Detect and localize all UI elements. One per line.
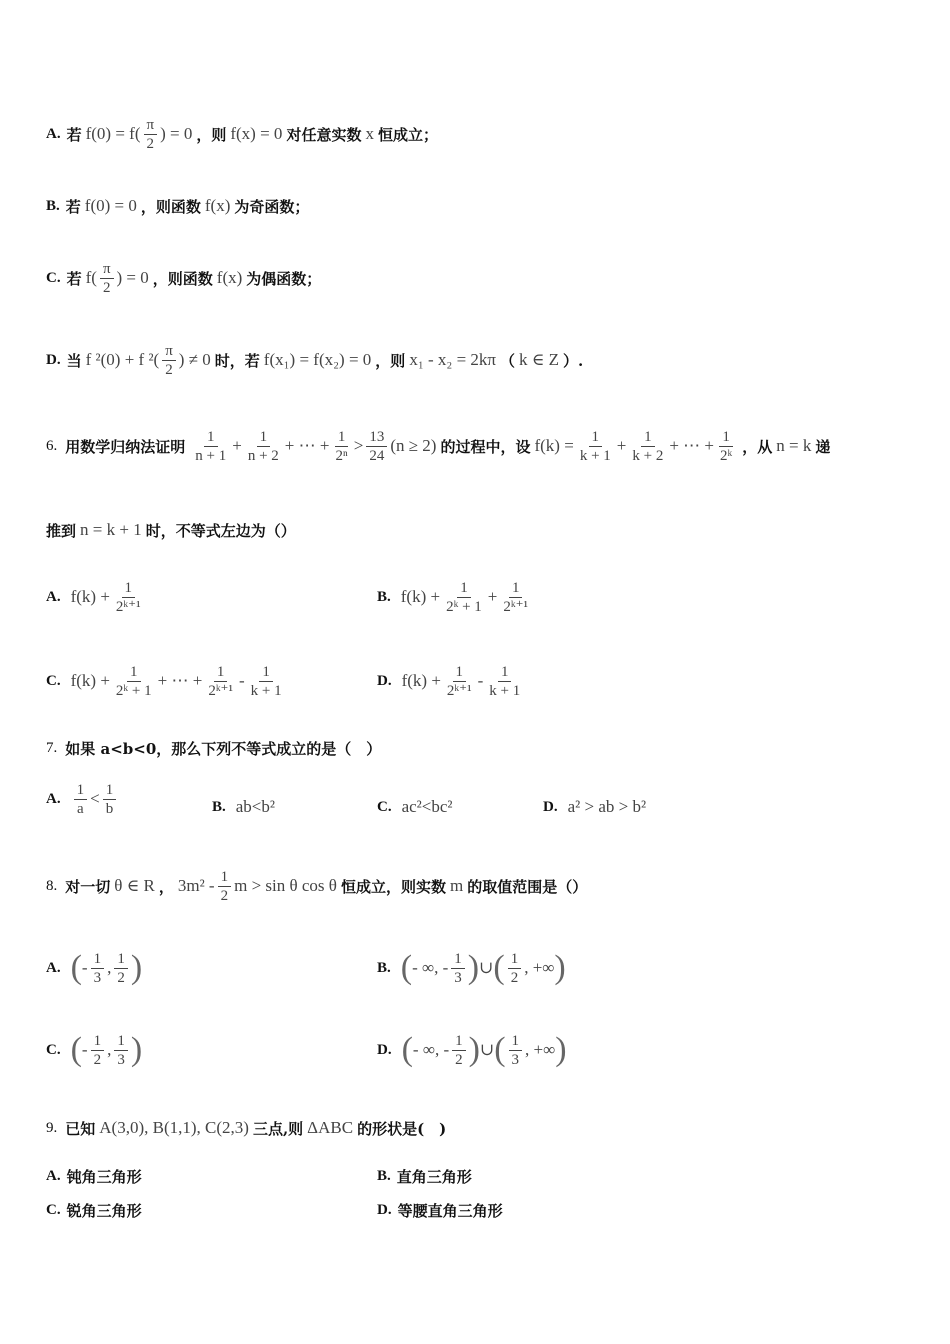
math-text: f(: [85, 268, 97, 287]
math-text: , +∞: [525, 1040, 556, 1059]
denominator: 2: [455, 1051, 463, 1068]
denominator: 2ᵏ⁺¹: [446, 682, 472, 699]
q5-option-c: [46, 256, 920, 300]
denominator: 2: [102, 279, 111, 296]
fraction: [332, 428, 350, 465]
fraction: [486, 663, 523, 700]
option-label: C.: [46, 1041, 61, 1058]
math-expression: [86, 116, 193, 153]
numerator: 1: [114, 1032, 128, 1051]
option-text: 等腰直角三角形: [397, 1201, 503, 1220]
math-expression: [71, 781, 120, 818]
fraction: [74, 781, 88, 818]
numerator: 1: [91, 1032, 105, 1051]
numerator: 1: [259, 663, 273, 682]
left-paren: (: [493, 949, 505, 986]
fraction: [717, 428, 735, 465]
denominator: 24: [369, 447, 385, 464]
q7-option-b: [212, 790, 279, 824]
numerator: 1: [452, 1032, 466, 1051]
fraction: [443, 579, 485, 616]
option-label: D.: [377, 1041, 392, 1058]
math-expression: [402, 1032, 567, 1069]
text: 的过程中，设: [440, 437, 531, 456]
math-text: >: [353, 436, 364, 455]
denominator: k + 2: [632, 447, 664, 464]
math-expression: f(x): [204, 196, 231, 215]
numerator: 1: [589, 428, 603, 447]
math-expression: A(3,0), B(1,1), C(2,3): [99, 1118, 249, 1137]
denominator: k + 1: [250, 682, 282, 699]
option-label: A.: [46, 790, 61, 807]
left-paren: (: [70, 949, 82, 986]
fraction: [452, 1032, 466, 1069]
option-text: 钝角三角形: [66, 1167, 142, 1186]
math-text: f(k) +: [400, 587, 441, 606]
math-text: m > sin θ cos θ: [234, 876, 337, 895]
denominator: k + 1: [489, 682, 521, 699]
text: 对任意实数: [286, 125, 362, 144]
option-label: A.: [46, 588, 61, 605]
question-number: 7.: [46, 739, 58, 756]
option-label: D.: [543, 798, 558, 815]
math-text: ) = 0: [116, 268, 149, 287]
math-expression: $\frac{1}{n + 1}$ + $\frac{1}{n + 2}$ + ⋯ + $\frac{1}{\text{2ⁿ}}$ > $\frac{13}{24}$ (n ≥ 2): [189, 428, 436, 465]
math-text: f ²(0) + f ²(: [85, 350, 160, 369]
q7-option-c: [377, 790, 457, 824]
fraction: [577, 428, 614, 465]
math-text: , +∞: [524, 958, 555, 977]
q5-option-b: [46, 186, 920, 226]
numerator: 1: [122, 579, 136, 598]
question-number: 9.: [46, 1119, 58, 1136]
math-text: 3m² -: [177, 876, 215, 895]
math-expression: x₁ - x₂ = 2kπ: [409, 350, 496, 369]
fraction: [114, 950, 128, 987]
math-text: f(k) +: [70, 587, 110, 606]
text: ，从: [742, 437, 773, 456]
math-expression: ΔABC: [307, 1118, 354, 1137]
text: 推到: [46, 521, 77, 540]
numerator: 1: [218, 868, 232, 887]
q9-option-a: [46, 1164, 142, 1188]
text: 的形状是( ): [357, 1119, 447, 1138]
math-expression: [401, 950, 566, 987]
q5-option-d: [46, 338, 920, 382]
text: 时，若: [214, 351, 260, 370]
math-text: -: [238, 671, 245, 690]
math-text: <: [90, 789, 100, 808]
left-paren: (: [494, 1031, 506, 1068]
option-label: A.: [46, 1167, 61, 1184]
fraction: [509, 1032, 523, 1069]
math-expression: [402, 663, 527, 700]
fraction: [192, 428, 229, 465]
option-label: B.: [212, 798, 226, 815]
q9-stem: [46, 1110, 920, 1146]
numerator: 1: [74, 781, 88, 800]
left-paren: (: [400, 949, 413, 986]
option-label: A.: [46, 125, 61, 142]
denominator: 2: [93, 1051, 102, 1068]
fraction: [113, 579, 144, 616]
text: 若: [66, 269, 82, 288]
numerator: 1: [204, 428, 218, 447]
fraction: [245, 428, 282, 465]
numerator: 1: [103, 781, 117, 800]
question-number: 8.: [46, 877, 58, 894]
denominator: n + 2: [247, 447, 279, 464]
math-expression: θ ∈ R: [114, 876, 155, 895]
text: ，则: [375, 351, 406, 370]
denominator: 2ᵏ: [720, 447, 733, 464]
text: 恒成立，则实数: [340, 877, 446, 896]
math-expression: f(x): [216, 268, 243, 287]
fraction: [91, 1032, 105, 1069]
numerator: 1: [453, 663, 467, 682]
question-number: 6.: [46, 437, 58, 454]
option-text: 直角三角形: [396, 1167, 472, 1186]
q6-option-a: [46, 572, 151, 622]
math-text: (n ≥ 2): [390, 436, 437, 455]
option-label: D.: [377, 672, 392, 689]
option-label: C.: [46, 672, 61, 689]
math-text: ) = 0: [160, 124, 193, 143]
numerator: 1: [451, 950, 465, 969]
numerator: π: [144, 116, 158, 135]
fraction: [144, 116, 158, 153]
option-label: B.: [46, 197, 60, 214]
denominator: 2: [117, 969, 125, 986]
q8-option-a: [46, 940, 146, 996]
text: ）.: [562, 351, 584, 370]
right-paren: ): [555, 1031, 567, 1068]
numerator: π: [162, 342, 176, 361]
q6-option-d: [377, 656, 530, 706]
math-expression: [71, 579, 147, 616]
text: 对一切: [65, 877, 111, 896]
text: 当: [66, 351, 82, 370]
option-label: C.: [377, 798, 392, 815]
denominator: 2ᵏ⁺¹: [115, 598, 141, 615]
right-paren: ): [467, 949, 480, 986]
numerator: 1: [257, 428, 271, 447]
math-expression: n = k + 1: [80, 520, 142, 539]
text: 已知: [65, 1119, 96, 1138]
numerator: 1: [457, 579, 471, 598]
math-expression: ab<b²: [235, 797, 275, 816]
math-text: ∪: [479, 958, 494, 977]
denominator: 2: [146, 135, 155, 152]
numerator: 1: [214, 663, 228, 682]
math-text: + ⋯ +: [284, 436, 330, 455]
text: 恒成立；: [377, 125, 438, 144]
math-expression: k ∈ Z: [519, 350, 559, 369]
q7-option-d: [543, 790, 650, 824]
option-label: D.: [377, 1201, 392, 1218]
math-expression: f(k) + $\frac{1}{\text{2ᵏ + 1}}$ + $\frac{1}{\text{2ᵏ⁺¹}}$: [401, 579, 534, 616]
q9-option-b: [377, 1164, 472, 1188]
text: ，: [158, 877, 174, 896]
math-variable: x: [365, 124, 374, 143]
text: 用数学归纳法证明: [65, 437, 186, 456]
math-expression: f(k) = $\frac{1}{k + 1}$ + $\frac{1}{k + 2}$ + ⋯ + $\frac{1}{\text{2ᵏ}}$: [534, 428, 738, 465]
numerator: 1: [114, 950, 128, 969]
math-expression: n = k: [776, 436, 812, 455]
text: 为奇函数；: [234, 197, 310, 216]
fraction: [629, 428, 666, 465]
right-paren: ): [468, 1031, 480, 1068]
numerator: 1: [91, 950, 105, 969]
text: 若: [66, 125, 82, 144]
math-text: -: [477, 671, 484, 690]
math-variable: m: [449, 876, 464, 895]
q6-stem: [46, 420, 920, 472]
option-label: C.: [46, 1201, 61, 1218]
text: 递: [815, 437, 831, 456]
math-text: f(0) = f(: [85, 124, 141, 143]
math-text: + ⋯ +: [157, 671, 203, 690]
q7-stem: [46, 736, 920, 760]
fraction: [218, 868, 232, 905]
denominator: 2ᵏ⁺¹: [208, 682, 233, 699]
text: （: [500, 351, 516, 370]
denominator: 2ᵏ + 1: [115, 682, 152, 699]
text: 时，不等式左边为（）: [145, 521, 296, 540]
q7-option-a: [46, 774, 123, 824]
math-text: + ⋯ +: [669, 436, 715, 455]
denominator: 3: [93, 969, 102, 986]
denominator: a: [77, 800, 84, 817]
text: ，则: [196, 125, 227, 144]
option-label: D.: [46, 351, 61, 368]
fraction: [103, 781, 117, 818]
q8-option-c: [46, 1022, 146, 1078]
math-text: - ∞, -: [412, 1040, 450, 1059]
math-expression: f(x) = 0: [230, 124, 283, 143]
math-expression: ac²<bc²: [401, 797, 453, 816]
numerator: 1: [335, 428, 349, 447]
denominator: 2ᵏ + 1: [446, 598, 482, 615]
math-text: -: [81, 958, 88, 977]
numerator: 1: [498, 663, 512, 682]
fraction: [113, 663, 155, 700]
fraction: [91, 950, 105, 987]
numerator: π: [100, 260, 114, 279]
fraction: [248, 663, 285, 700]
numerator: 1: [509, 579, 523, 598]
text: 三点,则: [252, 1119, 304, 1138]
numerator: 1: [641, 428, 655, 447]
math-text: f(k) =: [534, 436, 574, 455]
math-text: ∪: [479, 1040, 495, 1059]
math-expression: [178, 868, 337, 905]
q9-option-c: [46, 1198, 142, 1222]
math-expression: ( - $\frac{1}{2}$ , $\frac{1}{3}$ ): [70, 1031, 143, 1068]
text: ，则函数: [140, 197, 201, 216]
math-text: - ∞, -: [412, 958, 449, 977]
text: 若: [65, 197, 81, 216]
math-text: f(k) +: [70, 671, 110, 690]
text: 如果 a<b<0，那么下列不等式成立的是（ ）: [65, 739, 382, 758]
numerator: 1: [719, 428, 733, 447]
fraction: [162, 342, 176, 379]
numerator: 1: [508, 950, 522, 969]
left-paren: (: [70, 1031, 82, 1068]
option-text: 锐角三角形: [66, 1201, 142, 1220]
fraction: [444, 663, 475, 700]
left-paren: (: [401, 1031, 413, 1068]
denominator: n + 1: [195, 447, 227, 464]
math-expression: f(x₁) = f(x₂) = 0: [263, 350, 372, 369]
math-text: -: [81, 1040, 88, 1059]
denominator: 3: [511, 1051, 520, 1068]
math-expression: [86, 260, 149, 297]
q6-option-b: [377, 572, 538, 622]
math-expression: a² > ab > b²: [567, 797, 647, 816]
q8-option-b: [377, 940, 570, 996]
right-paren: ): [130, 1031, 143, 1068]
math-text: ) ≠ 0: [178, 350, 211, 369]
q5-option-a: [46, 112, 920, 156]
math-expression: [71, 663, 288, 700]
q6-option-c: [46, 656, 292, 706]
denominator: 2: [510, 969, 519, 986]
denominator: b: [105, 800, 114, 817]
q8-stem: [46, 860, 920, 912]
q9-option-d: [377, 1198, 503, 1222]
fraction: [100, 260, 114, 297]
text: 为偶函数；: [246, 269, 322, 288]
numerator: 13: [366, 428, 387, 447]
right-paren: ): [554, 949, 566, 986]
denominator: 2: [165, 361, 173, 378]
denominator: k + 1: [579, 447, 611, 464]
option-label: A.: [46, 959, 61, 976]
fraction: [508, 950, 522, 987]
option-label: C.: [46, 269, 61, 286]
q8-option-d: [377, 1022, 571, 1078]
denominator: 2ⁿ: [335, 447, 348, 464]
option-label: B.: [377, 959, 391, 976]
fraction: [366, 428, 387, 465]
math-expression: ( - $\frac{1}{3}$ , $\frac{1}{2}$ ): [70, 949, 143, 986]
fraction: [114, 1032, 128, 1069]
denominator: 3: [117, 1051, 125, 1068]
denominator: 3: [454, 969, 462, 986]
math-expression: [86, 342, 211, 379]
numerator: 1: [509, 1032, 523, 1051]
numerator: 1: [127, 663, 141, 682]
option-label: B.: [377, 1167, 391, 1184]
fraction: [500, 579, 531, 616]
math-expression: f(0) = 0: [84, 196, 137, 215]
math-text: f(k) +: [401, 671, 441, 690]
denominator: 2: [220, 887, 229, 904]
text: 的取值范围是（）: [467, 877, 588, 896]
q6-stem-continued: [46, 512, 920, 548]
fraction: [205, 663, 236, 700]
right-paren: ): [130, 949, 143, 986]
text: ，则函数: [152, 269, 213, 288]
fraction: [451, 950, 465, 987]
denominator: 2ᵏ⁺¹: [503, 598, 529, 615]
option-label: B.: [377, 588, 391, 605]
